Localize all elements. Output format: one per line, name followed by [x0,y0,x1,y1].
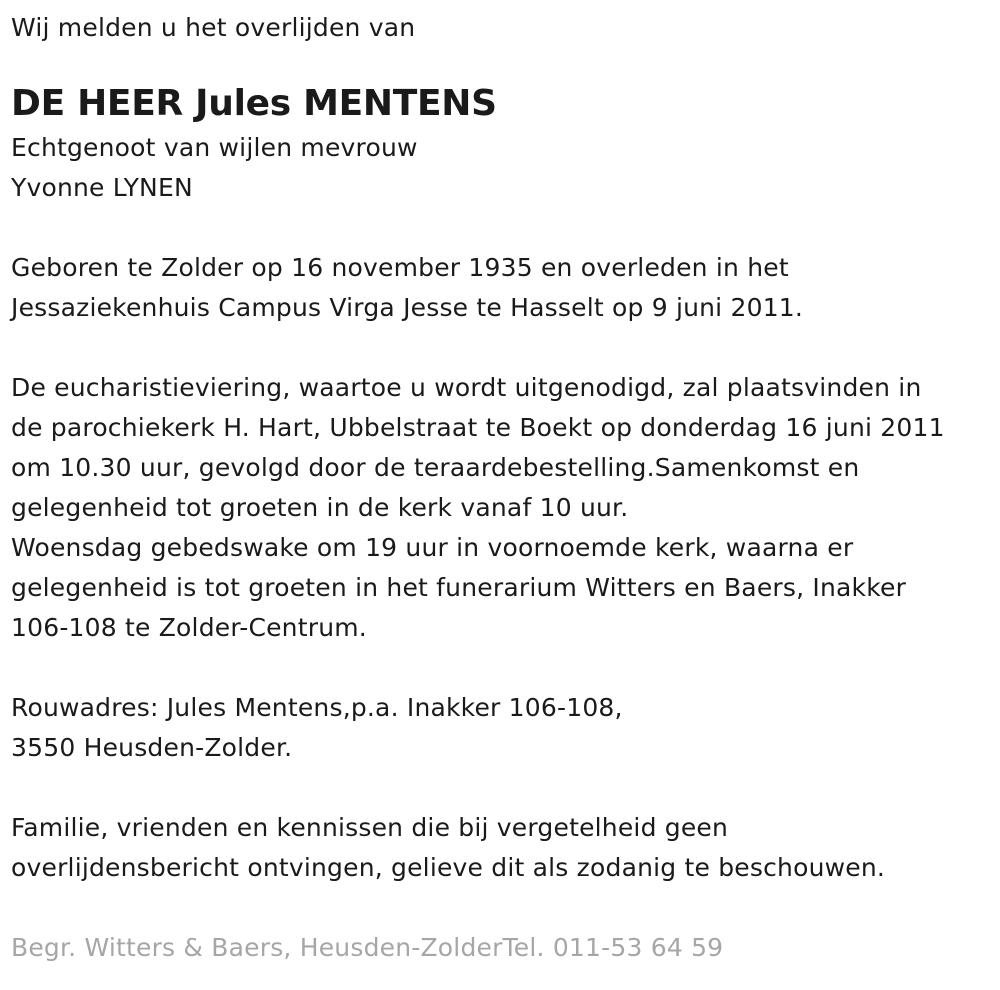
deceased-name: DE HEER Jules MENTENS [11,83,497,124]
funeral-home-contact: Begr. Witters & Baers, Heusden-ZolderTel. 011-53 64 59 [11,933,724,962]
family-note-line-2: overlijdensbericht ontvingen, gelieve dit als zodanig te beschouwen. [11,853,886,882]
mourning-address-line-2: 3550 Heusden-Zolder. [11,733,293,762]
ceremony-line: gelegenheid is tot groeten in het funerarium Witters en Baers, Inakker [11,573,907,602]
birth-death-block [11,248,975,328]
ceremony-line: De eucharistieviering, waartoe u wordt uitgenodigd, zal plaatsvinden in [11,373,922,402]
spacer [11,208,975,248]
birth-death-line-1: Geboren te Zolder op 16 november 1935 en overleden in het [11,253,789,282]
spacer [11,888,975,928]
birth-death-line-2: Jessaziekenhuis Campus Virga Jesse te Hasselt op 9 juni 2011. [11,293,804,322]
spouse-line-1: Echtgenoot van wijlen mevrouw [11,133,418,162]
spacer [11,768,975,808]
ceremony-line: om 10.30 uur, gevolgd door de teraardebestelling.Samenkomst en [11,453,860,482]
family-note-line-1: Familie, vrienden en kennissen die bij vergetelheid geen [11,813,729,842]
ceremony-line: de parochiekerk H. Hart, Ubbelstraat te Boekt op donderdag 16 juni 2011 [11,413,945,442]
ceremony-line: 106-108 te Zolder-Centrum. [11,613,367,642]
ceremony-block [11,368,975,648]
mourning-address-block [11,688,975,768]
mourning-address-line-1: Rouwadres: Jules Mentens,p.a. Inakker 106-108, [11,693,623,722]
ceremony-line: Woensdag gebedswake om 19 uur in voornoemde kerk, waarna er [11,533,854,562]
family-note-block [11,808,975,888]
ceremony-line: gelegenheid tot groeten in de kerk vanaf 10 uur. [11,493,629,522]
spouse-line-2: Yvonne LYNEN [11,173,193,202]
spouse-block [11,128,975,208]
spacer [11,328,975,368]
spacer [11,648,975,688]
intro-text: Wij melden u het overlijden van [11,13,416,42]
